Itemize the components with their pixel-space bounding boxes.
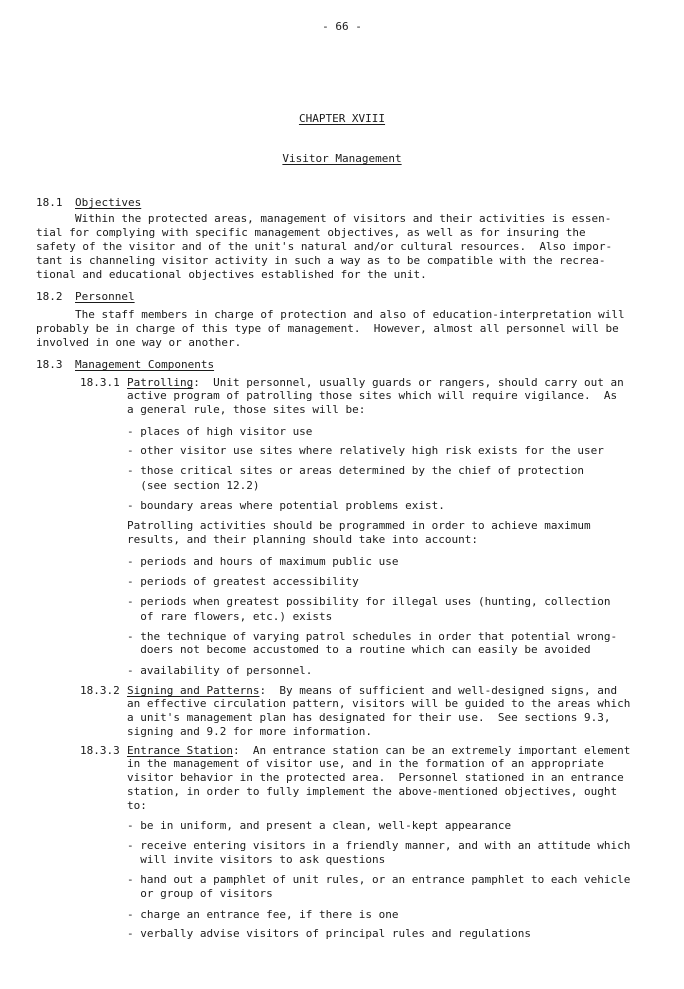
para-line: an effective circulation pattern, visitors will be guided to the areas which: [127, 697, 631, 710]
list-item: - verbally advise visitors of principal rules and regulations: [127, 927, 531, 940]
para-line: station, in order to fully implement the above-mentioned objectives, ought: [127, 785, 618, 798]
section-18-3-2-heading: Signing and Patterns: [127, 684, 260, 697]
chapter-title: CHAPTER XVIII: [298, 112, 386, 125]
section-18-3-3-first-rest: : An entrance station can be an extremely important element: [232, 744, 631, 757]
section-18-3-2-first-rest: : By means of sufficient and well-designed signs, and: [259, 684, 618, 697]
para-line: tional and educational objectives established for the unit.: [36, 268, 427, 281]
list-item: - places of high visitor use: [127, 425, 313, 438]
section-18-2-heading: Personnel: [75, 290, 135, 303]
list-item: - periods and hours of maximum public use: [127, 555, 399, 568]
section-18-3-3-first-line: [127, 744, 630, 758]
section-18-3-1-number: 18.3.1: [80, 376, 120, 389]
para-line: signing and 9.2 for more information.: [127, 725, 373, 738]
section-18-1-number: 18.1: [36, 196, 63, 209]
para-line: probably be in charge of this type of management. However, almost all personnel will be: [36, 322, 619, 335]
section-18-3-3-heading: Entrance Station: [127, 744, 233, 757]
list-item: - be in uniform, and present a clean, well-kept appearance: [127, 819, 512, 832]
section-18-3-1-heading: Patrolling: [127, 376, 194, 389]
para-line: in the management of visitor use, and in the formation of an appropriate: [127, 757, 604, 770]
para-line: a unit's management plan has designated for their use. See sections 9.3,: [127, 711, 611, 724]
list-item: or group of visitors: [127, 887, 273, 900]
para-line: Within the protected areas, management of visitors and their activities is essen-: [75, 212, 612, 225]
page-number: - 66 -: [322, 20, 362, 33]
list-item: - other visitor use sites where relatively high risk exists for the user: [127, 444, 604, 457]
section-18-3-3-number: 18.3.3: [80, 744, 120, 757]
list-item: (see section 12.2): [127, 479, 260, 492]
section-18-3-1-first-line: [127, 376, 624, 390]
list-item: - the technique of varying patrol schedules in order that potential wrong-: [127, 630, 618, 643]
para-line: involved in one way or another.: [36, 336, 242, 349]
section-18-3-2-first-line: [127, 684, 617, 698]
section-18-3-1-first-rest: : Unit personnel, usually guards or rangers, should carry out an: [193, 376, 624, 389]
list-item: - charge an entrance fee, if there is one: [127, 908, 399, 921]
section-18-1-heading: Objectives: [75, 196, 142, 209]
section-18-3-2-number: 18.3.2: [80, 684, 120, 697]
list-item: - periods of greatest accessibility: [127, 575, 359, 588]
para-line: Patrolling activities should be programmed in order to achieve maximum: [127, 519, 591, 532]
list-item: - hand out a pamphlet of unit rules, or an entrance pamphlet to each vehicle: [127, 873, 631, 886]
list-item: - periods when greatest possibility for illegal uses (hunting, collection: [127, 595, 611, 608]
para-line: The staff members in charge of protection and also of education-interpretation will: [75, 308, 625, 321]
section-title: Visitor Management: [282, 152, 402, 165]
para-line: results, and their planning should take into account:: [127, 533, 478, 546]
list-item: - receive entering visitors in a friendly manner, and with an attitude which: [127, 839, 631, 852]
para-line: tial for complying with specific management objectives, as well as for insuring the: [36, 226, 586, 239]
para-line: visitor behavior in the protected area. Personnel stationed in an entrance: [127, 771, 624, 784]
section-18-3-heading: Management Components: [75, 358, 215, 371]
para-line: tant is channeling visitor activity in such a way as to be compatible with the recrea-: [36, 254, 606, 267]
list-item: of rare flowers, etc.) exists: [127, 610, 333, 623]
section-18-3-number: 18.3: [36, 358, 63, 371]
list-item: - those critical sites or areas determined by the chief of protection: [127, 464, 584, 477]
list-item: - availability of personnel.: [127, 664, 313, 677]
list-item: will invite visitors to ask questions: [127, 853, 386, 866]
para-line: a general rule, those sites will be:: [127, 403, 366, 416]
para-line: safety of the visitor and of the unit's natural and/or cultural resources. Also impor-: [36, 240, 613, 253]
para-line: active program of patrolling those sites which will require vigilance. As: [127, 389, 618, 402]
list-item: doers not become accustomed to a routine which can easily be avoided: [127, 643, 591, 656]
para-line: to:: [127, 799, 147, 812]
list-item: - boundary areas where potential problems exist.: [127, 499, 445, 512]
section-18-2-number: 18.2: [36, 290, 63, 303]
